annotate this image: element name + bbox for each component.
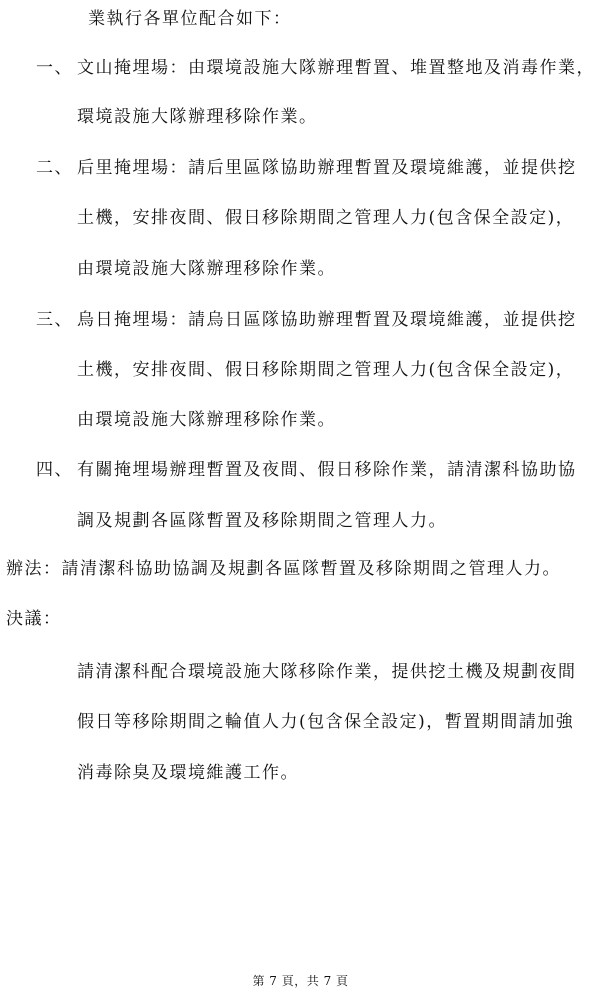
item-4-line-1: 有關掩埋場辦理暫置及夜間、假日移除作業，請清潔科協助協 <box>77 460 577 480</box>
item-1-line-1: 文山掩埋場：由環境設施大隊辦理暫置、堆置整地及消毒作業， <box>77 58 595 78</box>
item-2-line-1: 后里掩埋場：請后里區隊協助辦理暫置及環境維護，並提供挖 <box>77 158 577 178</box>
item-3-number: 三、 <box>36 310 73 330</box>
item-2-number: 二、 <box>36 158 73 178</box>
item-3-line-1: 烏日掩埋場：請烏日區隊協助辦理暫置及環境維護，並提供挖 <box>77 310 577 330</box>
item-4-number: 四、 <box>36 460 73 480</box>
intro-line: 業執行各單位配合如下： <box>88 9 292 29</box>
item-3-line-3: 由環境設施大隊辦理移除作業。 <box>77 410 336 430</box>
page-number-footer: 第 7 頁，共 7 頁 <box>252 974 349 988</box>
item-2-line-3: 由環境設施大隊辦理移除作業。 <box>77 259 336 279</box>
resolution-line-3: 消毒除臭及環境維護工作。 <box>77 763 299 783</box>
item-1-line-2: 環境設施大隊辦理移除作業。 <box>77 107 318 127</box>
item-1-number: 一、 <box>36 58 73 78</box>
item-3-line-2: 土機，安排夜間、假日移除期間之管理人力(包含保全設定)， <box>77 360 575 380</box>
item-4-line-2: 調及規劃各區隊暫置及移除期間之管理人力。 <box>77 511 447 531</box>
item-2-line-2: 土機，安排夜間、假日移除期間之管理人力(包含保全設定)， <box>77 208 575 228</box>
resolution-label: 決議： <box>6 609 62 629</box>
method-line: 辦法：請清潔科協助協調及規劃各區隊暫置及移除期間之管理人力。 <box>6 559 561 579</box>
resolution-line-1: 請清潔科配合環境設施大隊移除作業，提供挖土機及規劃夜間 <box>77 662 577 682</box>
resolution-line-2: 假日等移除期間之輪值人力(包含保全設定)，暫置期間請加強 <box>77 712 575 732</box>
